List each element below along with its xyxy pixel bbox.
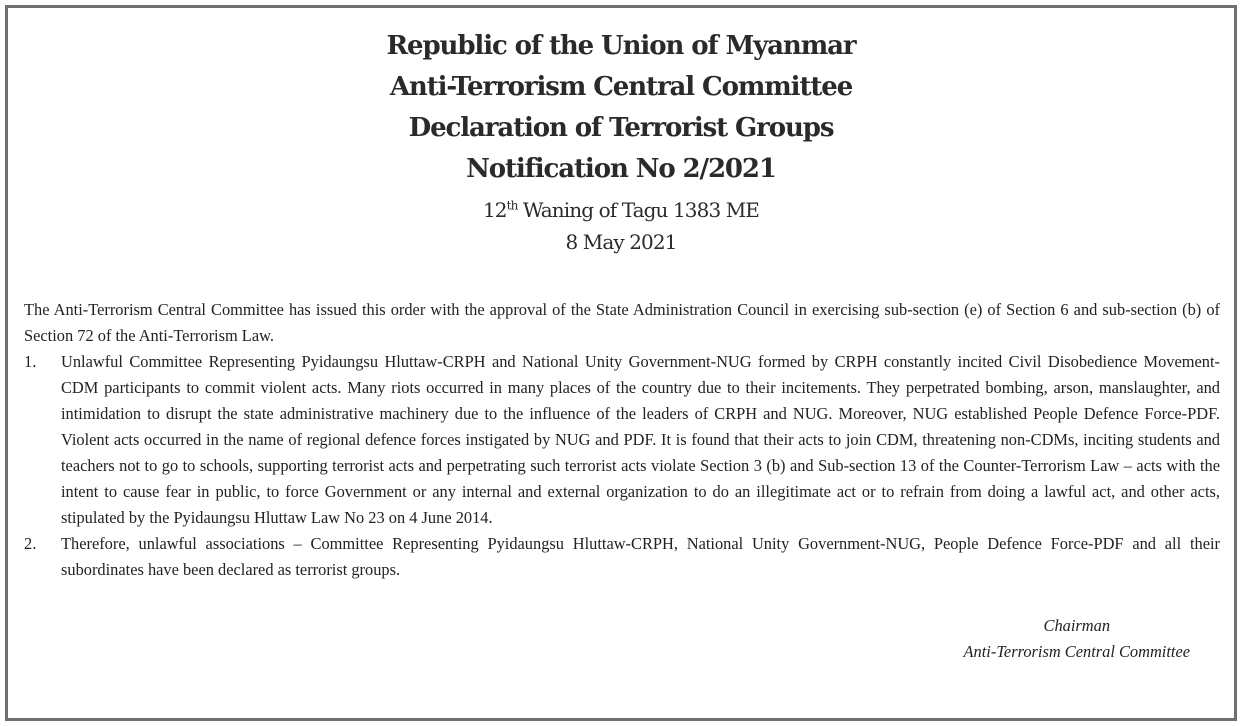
- title-line-notification: Notification No 2/2021: [466, 154, 776, 184]
- list-item-number: 1.: [24, 352, 37, 371]
- burmese-date-ordinal-suffix: th: [506, 198, 518, 213]
- list-item-number: 2.: [24, 534, 37, 553]
- list-item-text: Therefore, unlawful associations – Committee Representing Pyidaungsu Hluttaw-CRPH, National Unity Government-NUG, People Defence Force-PDF and all their subordinates have been declared as terrorist groups.: [61, 534, 1220, 579]
- burmese-date-rest: Waning of Tagu 1383 ME: [517, 198, 760, 222]
- title-line-country: Republic of the Union of Myanmar: [386, 31, 856, 61]
- list-item: [24, 531, 1220, 583]
- signature-title: Chairman: [1043, 616, 1111, 635]
- title-line-committee: Anti-Terrorism Central Committee: [389, 72, 853, 102]
- document-body: [24, 297, 1220, 583]
- list-item: [24, 349, 1220, 531]
- title-line-declaration: Declaration of Terrorist Groups: [408, 113, 834, 143]
- date-block: [0, 194, 1242, 258]
- intro-paragraph: The Anti-Terrorism Central Committee has issued this order with the approval of the State Administration Council in exercising sub-section (e) of Section 6 and sub-section (b) of Section 72 of the Anti-Terrorism Law.: [24, 300, 1220, 345]
- signature-organization: Anti-Terrorism Central Committee: [963, 642, 1190, 661]
- list-item-text: Unlawful Committee Representing Pyidaungsu Hluttaw-CRPH and National Unity Government-NUG formed by CRPH constantly incited Civil Disobedience Movement-CDM participants to commit violent acts. Many riots occurred in many places of the country due to their incitements. They perpetrated bombing, arson, manslaughter, and intimidation to disrupt the state administrative machinery due to the influence of the leaders of CRPH and NUG. Moreover, NUG established People Defence Force-PDF. Violent acts occurred in the name of regional defence forces instigated by NUG and PDF. It is found that their acts to join CDM, threatening non-CDMs, inciting students and teachers not to go to schools, supporting terrorist acts and perpetrating such terrorist acts violate Section 3 (b) and Sub-section 13 of the Counter-Terrorism Law – acts with the intent to cause fear in public, to force Government or any internal and external organization to do an illegitimate act or to refrain from doing a lawful act, and other acts, stipulated by the Pyidaungsu Hluttaw Law No 23 on 4 June 2014.: [61, 352, 1220, 527]
- gregorian-date: 8 May 2021: [565, 230, 677, 254]
- burmese-date: [0, 194, 1242, 226]
- burmese-date-day: 12: [482, 198, 507, 222]
- signature-block: [964, 613, 1190, 665]
- document-header: [0, 26, 1242, 258]
